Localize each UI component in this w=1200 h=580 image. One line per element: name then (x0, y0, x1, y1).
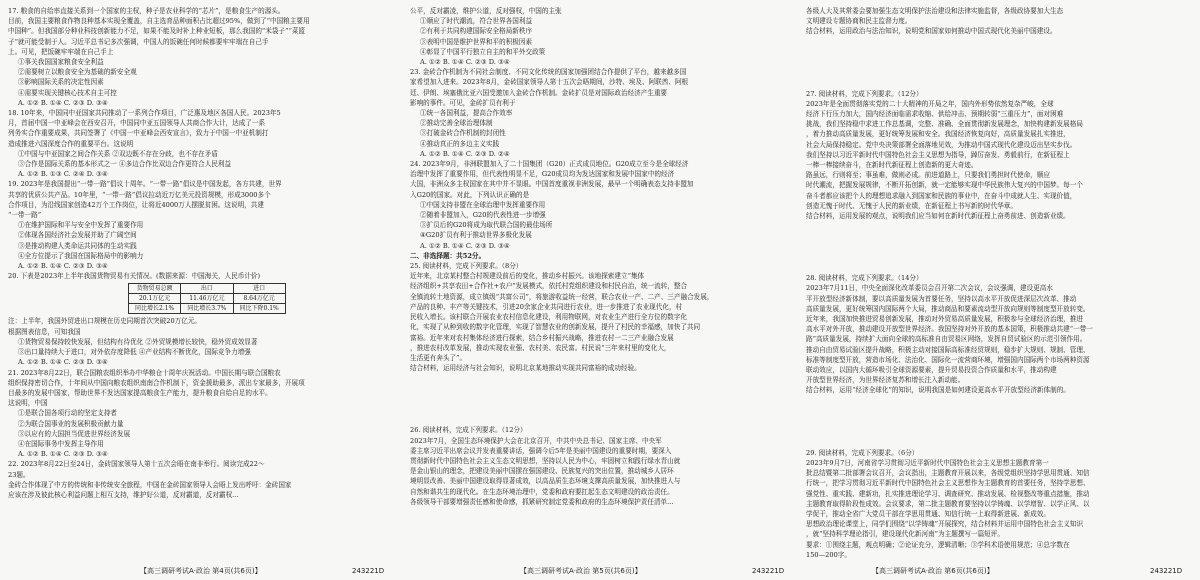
text-line: 全镇流转土地资源，成立镇级“共富公司”，将旅游收益统一经营，联合农业一产、二产、三产融合发展， (410, 292, 714, 301)
page-5-column (410, 6, 795, 554)
text-line: 化，实现了从种到收的数字化管理，实现了智慧农业的创新发展，提升了村民的幸福感，加快了共同 (410, 323, 701, 332)
page-6-footer-title: 【高三调研考试A·政治 第6页(共6页)】 (872, 567, 994, 575)
text-line: 贯彻新时代中国特色社会主义生态文明思想，坚持以人民为中心，牢固树立和践行绿水青山就 (410, 456, 681, 465)
text-line: ，着力推动高质量发展，更好统筹发展和安全。我国经济恢复向好，高质量发展扎实推进， (806, 130, 1070, 139)
text-line: 思想政治理论课堂上，同学们围绕“以学铸魂”开展探究，结合材料并运用中国特色社会主义知识 (806, 520, 1084, 529)
text-line: ③是推动构建人类命运共同体的生动实践 (18, 241, 137, 250)
text-line: A. ①② B. ①④ C. ②③ D. ③④ (18, 450, 108, 459)
text-line: ②有利于共同构建国际安全格局新秩序 (420, 27, 533, 36)
text-line: ②随着非盟加入，G20的代表性进一步增强 (420, 211, 546, 220)
page-4-column (8, 6, 393, 554)
text-line: A. ①② B. ①③ C. ②④ D. ③④ (18, 170, 108, 179)
table-row (129, 294, 286, 304)
page-5-footer-title: 【高三调研考试A·政治 第5页(共6页)】 (520, 567, 642, 575)
text-line: ③合作是国际关系的基本形式之一 ④多边合作比双边合作更符合人民利益 (18, 160, 232, 169)
table-cell: 8.64万亿元 (233, 294, 285, 304)
answer-space (806, 396, 1194, 448)
text-line: 平开放型经济新体制，要以高质量发展为首要任务，坚持以高水平开放促进深层次改革、推动 (806, 294, 1077, 303)
text-line: 各级领导干部要增强责任感和使命感，抓紧研究制定党委和政府的生态环境保护责任清单... (410, 497, 674, 506)
text-line: 生活更有奔头了”。 (410, 353, 467, 362)
text-line: ④在国际事务中发挥主导作用 (18, 439, 104, 448)
text-line: 18. 10年来，中国同中亚国家共同推动了一系列合作项目，广泛惠及地区各国人民。2023年5 (8, 109, 281, 118)
text-line: 2023年9月7日，河南省学习贯彻习近平新时代中国特色社会主义思想主题教育第一 (806, 458, 1049, 467)
page-6-footer-code: 243221D (1150, 567, 1183, 575)
table-row (129, 284, 286, 294)
text-line: 2023年7月，全国生态环境保护大会在北京召开，中共中央总书记、国家主席、中央军 (410, 436, 662, 445)
text-line: 列务实合作重要成果，共同签署了《中国一中亚峰会西安宣言》，致力于中国一中亚机制打 (8, 129, 269, 138)
text-line: 文明建设专题协商和民主监督力度。 (806, 17, 912, 26)
page-6-column (806, 6, 1194, 559)
text-line: 20. 下表是2023年上半年我国货物贸易有关情况。(数据来源：中国海关，人民币计价) (8, 272, 261, 281)
text-line: 24. 2023年9月，非洲联盟加入了二十国集团（G20）正式成员地位。G20成立至今是全球经济 (410, 160, 689, 169)
text-line: ①货物贸易保持较快发展，但结构有待优化 ②外贸规模增长较快，稳外贸成效显著 (18, 337, 258, 346)
text-line: ④G20扩员有利于推动世界多极化发展 (420, 231, 532, 240)
text-line: 创造无愧于时代、无愧于人民的新业绩，在新征程上书写新的时代华章。 (806, 201, 1017, 210)
text-line: A. ①② B. ①④ C. ②③ D. ③④ (18, 98, 108, 107)
text-line: 26. 阅读材料，完成下列要求。（12分） (410, 426, 527, 435)
text-line: 29. 阅读材料，完成下列要求。（6分） (806, 448, 919, 457)
text-line: 委主席习近平出席会议并发表重要讲话，强调今后5年是美丽中国建设的重要时期，要深入 (410, 446, 672, 455)
text-line: ①统一各国利益，提高合作效率 (420, 109, 513, 118)
text-line: 这说明，中国 (8, 399, 48, 408)
text-line: 注：上半年，我国外贸进出口规模在历史同期首次突破20万亿元。 (8, 317, 202, 326)
text-line: “一带一路” (8, 211, 42, 220)
text-line: 联动效应，以国内大循环吸引全球资源要素，提升贸易投资合作质量和水平，推动构建 (806, 366, 1057, 375)
text-line: 治理中发挥了重要作用，但代表性明显不足，G20成员均为发达国家和发展中国家中的经济 (410, 170, 675, 179)
text-line: ②为联合国事业的发展积极贡献力量 (18, 419, 124, 428)
text-line: 标准等制度型开放，营造市场化、法治化、国际化一流营商环境，增强国内国际两个市场两种资源 (806, 355, 1090, 364)
text-line: 金砖合作体现了中方的传统和非传统安全旅程，中国在金砖国家领导人会晤上发出呼吁：金砖国家 (8, 480, 292, 489)
text-line: 主题教育取得阶段性成效。会议要求，第二批主题教育要坚持以学铸魂、以学增智、以学正风、以 (806, 499, 1090, 508)
text-line: 合作项目，为沿线国家创造42万个工作岗位，让将近4000万人摆脱贫困。这说明，共建 (8, 200, 264, 209)
text-line: ，推进农村改革发展，推动实现农业强、农村美、农民富。村民说“三年来村里的变化大， (410, 343, 671, 352)
text-line: 学促干，推动全省广大党员干部在学思用贯通、知信行统一上取得新进展、新成效。 (806, 509, 1050, 518)
text-line: 各级人大及其常委会要加强生态文明保护法治建设和法律实施监督，各级政协要加大生态 (806, 7, 1064, 15)
text-line: 19. 2023年是我国提出“一带一路”倡议十周年。“一带一路”倡议是中国发起，各方共建，世界 (8, 180, 282, 189)
answer-space (806, 37, 1194, 89)
text-line: ②推动完善全球治理体制 (420, 119, 493, 128)
table-cell: 货物贸易总额 (129, 284, 181, 294)
table-cell: 11.46万亿元 (181, 294, 233, 304)
text-line: 22. 2023年8月22日至24日，金砖国家领导人第十五次会晤在南非举行。阅读完成22～ (8, 460, 265, 469)
text-line: 奋斗者都应该把个人的理想追求融入到国家和民族的事业中，在奋斗中成就人生、实现价值， (806, 191, 1077, 200)
text-line: 上。可见，把饭碗牢牢端在自己手上 (8, 47, 114, 56)
text-line: 21. 2023年8月22日，联合国粮农组织举办中华粮仓十周年庆祝活动。中国长期与联合国粮农 (8, 368, 281, 377)
text-line: 路”高质量发展，持续扩大面向全球的高标准自由贸易区网络，发挥自贸试验区的示范引领作用。 (806, 335, 1087, 344)
text-line: ①顺应了时代潮流，符合世界各国利益 (420, 17, 533, 26)
text-line: 目前，我国主要粮食作物良种基本实现全覆盖，自主选育品种面积占比超过95%，做到了“中国粮主要用 (8, 17, 310, 26)
text-line: A. ①② B. ①④ C. ②③ D. ②④ (420, 149, 510, 158)
table-cell: 进口 (233, 284, 285, 294)
text-line: ①事关我国国家粮食安全利益 (18, 58, 104, 67)
page-5-footer-code: 243221D (752, 567, 785, 575)
text-line: 共享的优质公共产品。10年里，“一带一路”倡议拉动近万亿美元投资规模，形成3000多个 (8, 190, 271, 199)
text-line: 开放型世界经济，为世界经济复苏和增长注入新动能。 (806, 376, 965, 385)
text-line: ③影响国际关系的决定性因素 (18, 78, 104, 87)
text-line: 子”就可能受制于人。习近平总书记多次强调，中国人的饭碗任何时候都要牢牢端在自己手 (8, 37, 269, 46)
text-line: A. ①② B. ①④ C. ②③ D. ③④ (18, 262, 108, 271)
text-line: 结合材料，运用发展的观点，说明我们应当如何在新时代新征程上奋勇前进、创造新业绩。 (806, 212, 1070, 221)
text-line: ①是联合国各项行动的坚定支持者 (18, 409, 117, 418)
text-line: 应该在涉及彼此核心利益问题上相互支持，维护好公道，反对霸道，反对霸权... (8, 490, 239, 499)
text-line: 根据图表信息，可知我国 (8, 327, 81, 336)
text-line: ③打破金砖合作机制的封闭性 (420, 129, 506, 138)
text-line: 是金山银山的理念，把建设美丽中国摆在强国建设、民族复兴的突出位置，推动城乡人居环 (410, 467, 674, 476)
text-line: 公平，反对霸凌，维护公道，反对强权，中国的主张 (410, 7, 562, 15)
text-line: 高水平对外开放，推动建设开放型世界经济。我国坚持对外开放的基本国策，积极推动共建“一带一 (806, 325, 1093, 334)
text-line: 27. 阅读材料，完成下列要求。（12分） (806, 89, 923, 98)
answer-space (410, 373, 795, 425)
text-line: ③扩员后的G20将成为取代联合国的最佳场所 (420, 221, 553, 230)
text-line: 推动自由贸易试验区提升战略，积极主动对接国际高标准经贸规则，稳步扩大规则、规制、管理、 (806, 345, 1090, 354)
text-line: ①中国与中亚国家之间合作关系 ②双边既不存在分歧，也不存在矛盾 (18, 149, 218, 158)
table-cell: 同比增长3.7% (181, 304, 233, 314)
text-line: 组织保持密切合作，十年间从中国向粮农组织南南合作机制下，资金援助最多，派出专家最多，开展项 (8, 378, 305, 387)
text-line: 批总结暨第二批部署会议召开，会议指出，主题教育开展以来，各级党组织坚持学思用贯通、知信 (806, 469, 1090, 478)
text-line: ，就“坚持科学理论指引，建设现代化新河南”为主题撰写一篇短评。 (806, 530, 1004, 539)
text-line: A. ①② B. ①④ C. ②③ D. ③④ (420, 58, 510, 67)
text-line: 家希望加入进来。2023年8月，金砖国家领导人第十五次会晤期间，沙特、埃及、阿联酋、阿根 (410, 78, 689, 87)
text-line: 近年来，北京某村整合村规建设前后的变化，推动乡村振兴。该地探索建立“集体 (410, 272, 645, 281)
text-line: 境明显改善、美丽中国建设取得显著成效，以高品质生态环境支撑高质量发展，加快推进人与 (410, 477, 681, 486)
answer-space (806, 221, 1194, 273)
text-line: 150—200字。 (806, 550, 851, 559)
text-line: 23. 金砖合作机制为不同社会制度、不同文化传统的国家加强团结合作提供了平台，越来越多国 (410, 68, 687, 77)
text-line: 挑战，我们坚持稳中求进工作总基调，完整、准确、全面贯彻新发展理念，加快构建新发展格局 (806, 120, 1083, 129)
text-line: A. ①② B. ①④ C. ②③ D. ③④ (420, 241, 510, 250)
text-line: ④推动真正的多边主义实践 (420, 139, 500, 148)
text-line: 2023年是全面贯彻落实党的二十大精神的开局之年，国内外形势依然复杂严峻，全球 (806, 99, 1054, 108)
page-4-footer-title: 【高三调研考试A·政治 第4页(共6页)】 (140, 567, 262, 575)
text-line: 行统一，把学习贯彻习近平新时代中国特色社会主义思想作为主题教育的首要任务，坚持学思想、 (806, 479, 1090, 488)
text-line: 近年来，我国加快推进贸易创新发展，推动对外贸易高质量发展，积极参与全球经济治理，推进 (806, 315, 1083, 324)
text-line: 结合材料，运用政治与法治知识，说明党和国家如何推动中国式现代化美丽中国建设。 (806, 27, 1057, 36)
text-line: ②体现各国经济社会发展并助了广阔空间 (18, 231, 137, 240)
text-line: 月，首届中国一中亚峰会在西安召开，中国同中亚五国领导人共商合作大计，达成了一系 (8, 119, 266, 128)
text-line: 经济组织+共享农田+合作社+农户”发展模式，依托村党组织建设和村民自治，统一流转，整合 (410, 282, 688, 291)
text-line: ①中国支持非盟在全球治理中发挥重要作用 (420, 200, 546, 209)
table-cell: 20.1万亿元 (129, 294, 181, 304)
text-line: 结合材料，运用经济与社会知识，说明北京某地推动实现共同富裕的成功经验。 (410, 364, 641, 373)
text-line: 影响的事件。可见，金砖扩员有利于 (410, 98, 516, 107)
text-line: ②需要树立以粮食安全为基础的新安全观 (18, 68, 137, 77)
text-line: A. ①② B. ①④ C. ②③ D. ③④ (18, 358, 108, 367)
text-line: ④需要实现关键核心技术自主可控 (18, 88, 117, 97)
text-line: 高质量发展，更好统筹国内国际两个大局，推动商品和要素流动型开放向规则等制度型开放转变。 (806, 304, 1090, 313)
text-line: 目最多的发展中国家，帮助世界不发达国家提高粮食生产能力，提升粮食自给自足的水平。 (8, 388, 272, 397)
text-line: 强党性、重实践、建新功，扎实推进理论学习、调查研究、推动发展、检视整改等重点措施，推动 (806, 489, 1090, 498)
text-line: 富裕。近年来对农村集体经济进行探索，结合乡村振兴战略，推进农村一二三产业融合发展 (410, 333, 674, 342)
text-line: ①在维护国际和平与安全中发挥了重要作用 (18, 221, 144, 230)
text-line: 民收入增长。该村联合开展农业农村信息化建设，利用物联网，对农业生产进行全方位的数字化 (410, 313, 687, 322)
text-line: 结合材料，运用“经济全球化”的知识，说明我国是如何建设更高水平开放型经济新体制的。 (806, 386, 1070, 395)
text-line: 路虽远，行则将至；事虽难，做则必成。前进道路上，只要我们勇担时代使命，顺应 (806, 171, 1050, 180)
text-line: 大国，非洲众多主权国家在其中并不显眼。中国首度重视非洲发展，最早一个明确表态支持非盟加 (410, 180, 694, 189)
table-row (129, 304, 286, 314)
text-line: 25. 阅读材料，完成下列要求。（8分） (410, 262, 523, 271)
text-line: 17. 粮食的自给率直接关系到一个国家的主权，种子是农业科学的“芯片”，是粮食生产的源头。 (8, 7, 285, 15)
text-line: 造成推进六国深度合作的重要平台。这说明 (8, 139, 134, 148)
trade-table (128, 283, 286, 314)
table-cell: 出口 (181, 284, 233, 294)
text-line: 我们坚持以习近平新时代中国特色社会主义思想为指导，踔厉奋发、勇毅前行，在新征程上 (806, 150, 1070, 159)
text-line: 产品的良种、丰产等关键技术，引进20余家企业共同进行农业，进一步推进了农业现代化，村 (410, 302, 683, 311)
table-cell: 同比下降0.1% (233, 304, 285, 314)
text-line: 廷、伊朗、埃塞俄比亚六国受邀加入金砖合作机制。金砖扩员是对国际政治经济产生重要 (410, 88, 668, 97)
page-4-footer-code: 243221D (352, 567, 385, 575)
text-line: ④全方位提示了我国在国际格局中的影响力 (18, 251, 144, 260)
text-line: 28. 阅读材料，完成下列要求。（14分） (806, 274, 923, 283)
text-line: 时代潮流，把握发展规律，不断开拓创新，就一定能够实现中华民族伟大复兴的中国梦。每一个 (806, 181, 1083, 190)
text-line: 中国种”。但我国部分种业科技创新能力不足，如果不能及时补上种业短板，那么我国的“米袋子”“菜篮 (8, 27, 306, 36)
text-line: ③表明中国是维护世界和平的积极因素 (420, 37, 533, 46)
text-line: 入G20的国家。对此，下列认识正确的是 (410, 190, 530, 199)
section-heading: 二、非选择题：共52分。 (410, 251, 486, 260)
text-line: 一棒一棒接续奋斗，在新时代新征程上创造新的更大奇迹。 (806, 161, 978, 170)
text-line: ③以应有的大国担当促进世界经济发展 (18, 429, 131, 438)
text-line: ③出口量持续大于进口，对外依存度降低 ④产业结构不断优化，国际竞争力增强 (18, 348, 251, 357)
table-cell: 同比增长2.1% (129, 304, 181, 314)
text-line: 要求：①围绕主题，观点明确；②论证充分，逻辑清晰；③学科术语使用规范；④总字数在 (806, 540, 1070, 549)
text-line: 经济下行压力加大，国内经济面临需求收缩、供给冲击、预期转弱“三重压力”，面对困难 (806, 110, 1064, 119)
text-line: 23题。 (8, 470, 30, 479)
text-line: ④彰显了中国平行独立自主的和平外交政策 (420, 47, 546, 56)
text-line: 社会大局保持稳定。党中央决策部署全面落地见效，为推动中国式现代化建设迈出坚实步伐。 (806, 140, 1077, 149)
text-line: 2023年7月11日，中央全面深化改革委员会召开第二次会议，会议强调，建设更高水 (806, 284, 1053, 293)
text-line: 自然和谐共生的现代化。在生态环境治理中，党委和政府要扛起生态文明建设的政治责任。 (410, 487, 674, 496)
